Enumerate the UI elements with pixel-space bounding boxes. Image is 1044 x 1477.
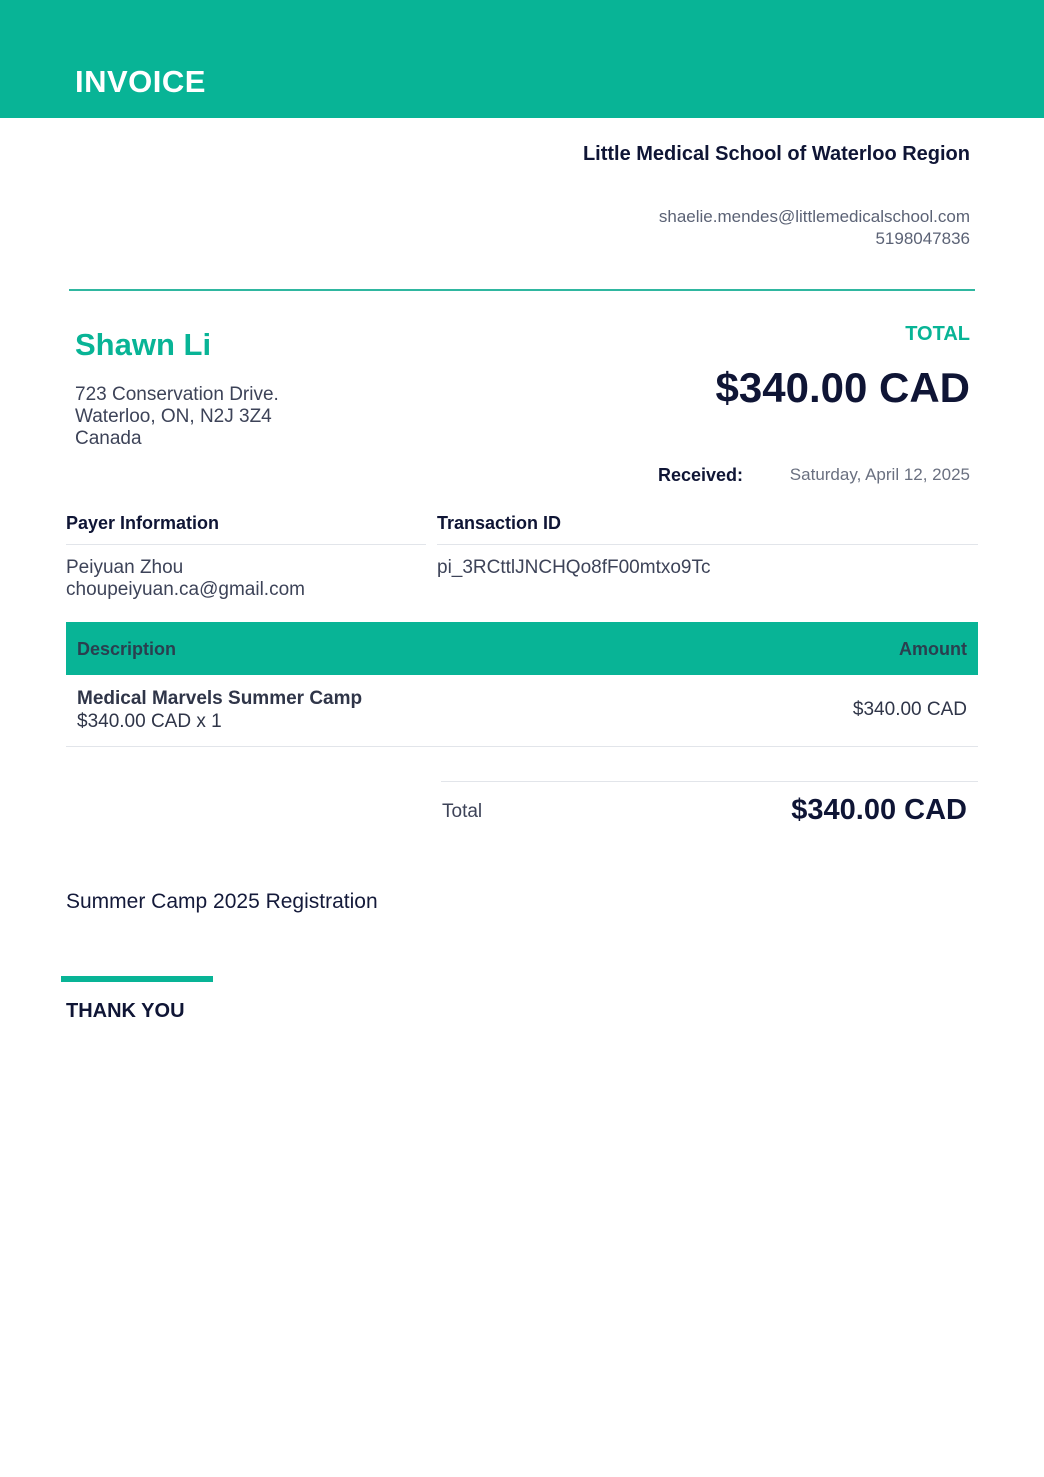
table-row-divider xyxy=(66,746,978,747)
line-item-name: Medical Marvels Summer Camp xyxy=(77,688,363,709)
organization-phone: 5198047836 xyxy=(875,229,970,248)
amount-column-header: Amount xyxy=(899,639,967,659)
transaction-id-divider xyxy=(437,544,978,545)
received-label: Received: xyxy=(658,465,744,485)
transaction-id-heading: Transaction ID xyxy=(437,513,562,533)
customer-address-line: Canada xyxy=(75,428,142,449)
line-items-table-header xyxy=(66,622,978,675)
payer-email: choupeiyuan.ca@gmail.com xyxy=(66,579,305,600)
invoice-note: Summer Camp 2025 Registration xyxy=(66,890,378,913)
organization-name: Little Medical School of Waterloo Region xyxy=(582,143,970,165)
customer-address-line: 723 Conservation Drive. xyxy=(75,384,279,405)
totals-divider xyxy=(441,781,978,782)
grand-total-amount: $340.00 CAD xyxy=(791,794,967,826)
organization-email: shaelie.mendes@littlemedicalschool.com xyxy=(658,207,970,226)
thank-you-text: THANK YOU xyxy=(66,1000,185,1022)
received-date: Saturday, April 12, 2025 xyxy=(789,465,970,484)
payer-info-heading: Payer Information xyxy=(66,513,220,533)
invoice-header-bar xyxy=(0,0,1044,118)
customer-name: Shawn Li xyxy=(75,327,212,362)
invoice-title: INVOICE xyxy=(75,64,206,99)
total-label: TOTAL xyxy=(905,323,970,345)
line-item-amount: $340.00 CAD xyxy=(852,699,967,720)
total-amount: $340.00 CAD xyxy=(715,364,970,411)
grand-total-label: Total xyxy=(442,801,483,822)
footer-accent-bar xyxy=(61,976,213,982)
payer-info-divider xyxy=(66,544,426,545)
customer-address-line: Waterloo, ON, N2J 3Z4 xyxy=(75,406,272,427)
transaction-id-value: pi_3RCttlJNCHQo8fF00mtxo9Tc xyxy=(437,557,711,578)
line-item-quantity: $340.00 CAD x 1 xyxy=(77,711,222,732)
description-column-header: Description xyxy=(77,639,177,659)
payer-name: Peiyuan Zhou xyxy=(66,557,184,578)
header-divider xyxy=(69,289,975,291)
